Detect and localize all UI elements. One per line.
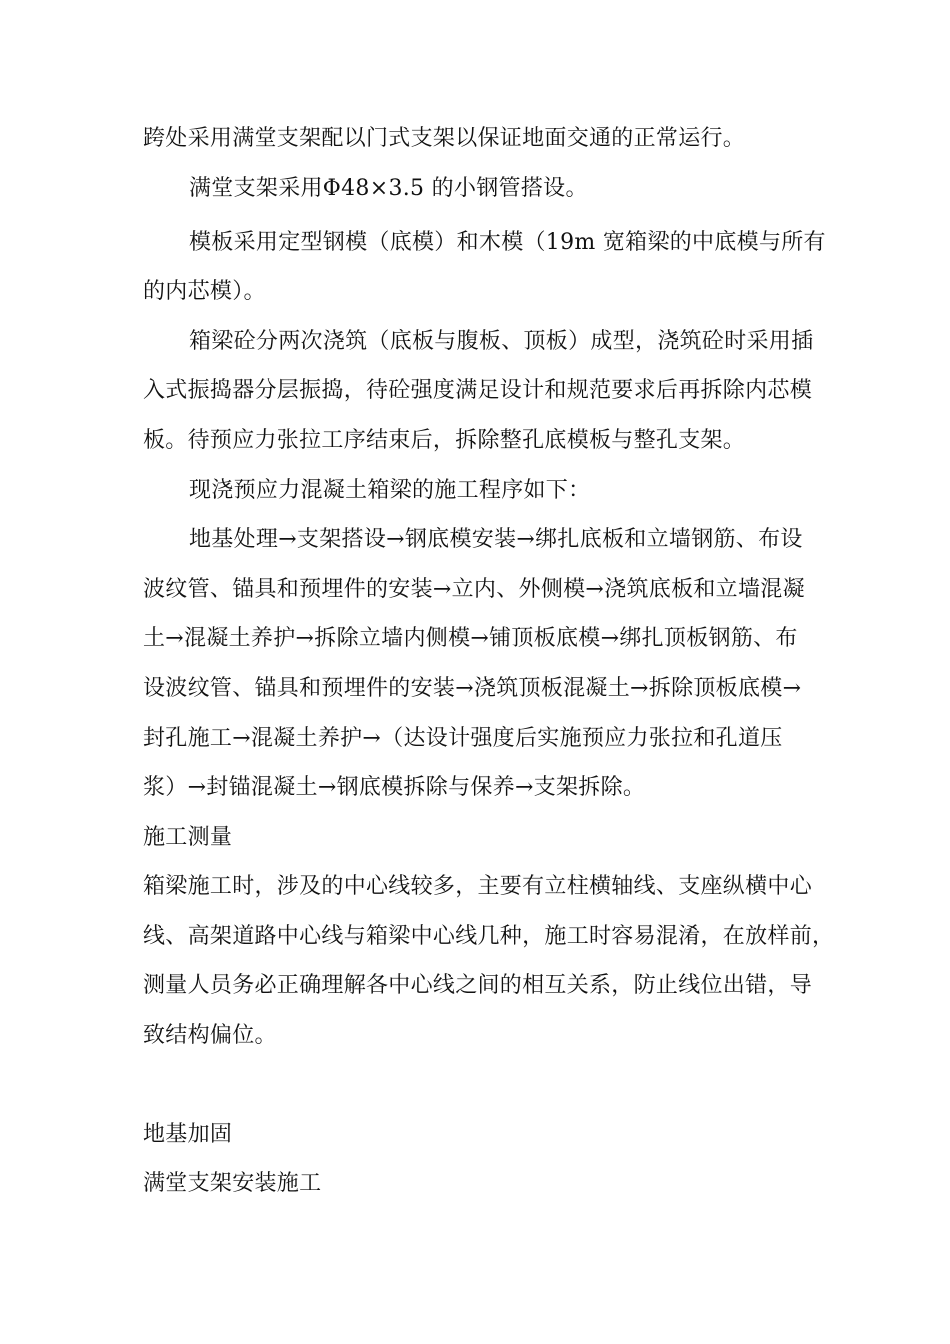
section-heading: 满堂支架安装施工 [143, 1171, 322, 1196]
body-text-line: 线、高架道路中心线与箱梁中心线几种，施工时容易混淆，在放样前， [143, 924, 835, 949]
body-text-line: 的内芯模）。 [143, 279, 266, 304]
body-text-line: 地基处理→支架搭设→钢底模安装→绑扎底板和立墙钢筋、布设 [189, 527, 803, 552]
body-text-line: 测量人员务必正确理解各中心线之间的相互关系，防止线位出错，导 [143, 973, 813, 998]
body-text-line: 箱梁施工时，涉及的中心线较多，主要有立柱横轴线、支座纵横中心 [143, 874, 813, 899]
body-text-line: 满堂支架采用Φ48×3.5 的小钢管搭设。 [189, 176, 588, 201]
body-text-line: 板。待预应力张拉工序结束后，拆除整孔底模板与整孔支架。 [143, 428, 746, 453]
body-text-line: 现浇预应力混凝土箱梁的施工程序如下： [189, 478, 591, 503]
body-text-line: 致结构偏位。 [143, 1023, 277, 1048]
body-text-line: 封孔施工→混凝土养护→（达设计强度后实施预应力张拉和孔道压 [143, 726, 783, 751]
section-heading: 施工测量 [143, 825, 233, 850]
body-text-line: 箱梁砼分两次浇筑（底板与腹板、顶板）成型，浇筑砼时采用插 [189, 329, 814, 354]
body-text-line: 入式振捣器分层振捣，待砼强度满足设计和规范要求后再拆除内芯模 [143, 378, 813, 403]
section-heading: 地基加固 [143, 1122, 233, 1147]
body-text-line: 跨处采用满堂支架配以门式支架以保证地面交通的正常运行。 [143, 126, 746, 151]
body-text-line: 设波纹管、锚具和预埋件的安装→浇筑顶板混凝土→拆除顶板底模→ [143, 676, 802, 701]
body-text-line: 土→混凝土养护→拆除立墙内侧模→铺顶板底模→绑扎顶板钢筋、布 [143, 626, 798, 651]
body-text-line: 浆）→封锚混凝土→钢底模拆除与保养→支架拆除。 [143, 775, 646, 800]
body-text-line: 波纹管、锚具和预埋件的安装→立内、外侧模→浇筑底板和立墙混凝 [143, 577, 805, 602]
body-text-line: 模板采用定型钢模（底模）和木模（19m 宽箱梁的中底模与所有 [189, 230, 826, 255]
